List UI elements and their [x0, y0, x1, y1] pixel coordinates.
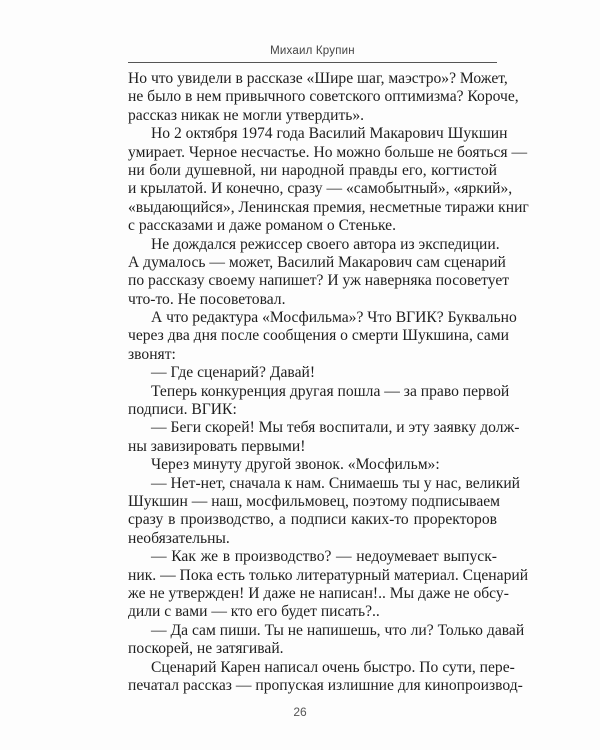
header-rule [128, 62, 497, 63]
text-line: через два дня после сообщения о смерти Шукшина, сами [128, 327, 510, 345]
text-line: — Где сценарий? Давай! [151, 364, 316, 382]
text-line: печатал рассказ — пропуская излишние для кинопроизвод- [128, 676, 523, 694]
text-line: необязательны. [128, 529, 230, 547]
text-line: же не утвержден! И даже не написан!.. Мы даже не обсу- [128, 584, 509, 602]
text-line: Не дождался режиссер своего автора из экспедиции. [151, 235, 500, 253]
text-line: А что редактура «Мосфильма»? Что ВГИК? Буквально [151, 309, 517, 327]
text-line: ны завизировать первыми! [128, 437, 306, 455]
paragraph [128, 419, 520, 456]
paragraph [128, 125, 529, 235]
text-line: Но 2 октября 1974 года Василий Макарович Шукшин [151, 125, 508, 143]
text-line: — Нет-нет, сначала к нам. Снимаешь ты у нас, великий [151, 474, 521, 492]
text-line: — Беги скорей! Мы тебя воспитали, и эту заявку долж- [151, 419, 520, 437]
paragraph [128, 235, 510, 310]
paragraph [128, 309, 517, 364]
text-line: ник. — Пока есть только литературный материал. Сценарий [128, 566, 529, 584]
paragraph [128, 382, 510, 420]
text-line: дили с вами — кто его будет писать?.. [128, 603, 380, 621]
paragraph [128, 456, 497, 474]
page-number: 26 [293, 705, 307, 719]
text-line: — Как же в производство? — недоумевает выпуск- [151, 548, 497, 566]
text-line: и крылатой. И конечно, сразу — «самобытный», «яркий», [128, 180, 513, 198]
text-line: Сценарий Карен написал очень быстро. По сути, пере- [151, 658, 515, 676]
text-line: поскорей, не затягивай. [128, 640, 284, 658]
text-line: — Да сам пиши. Ты не напишешь, что ли? Только давай [151, 621, 525, 639]
paragraph [128, 474, 521, 549]
text-line: «выдающийся», Ленинская премия, несметные тиражи книг [128, 198, 529, 216]
text-line: Шукшин — наш, мосфильмовец, поэтому подписываем [128, 492, 501, 510]
text-line: сразу в производство, а подписи каких-то проректоров [128, 511, 497, 529]
text-line: Теперь конкуренция другая пошла — за право первой [151, 382, 510, 400]
text-line: Но что увидели в рассказе «Шире шаг, маэстро»? Может, [128, 70, 508, 87]
text-line: рассказ никак не могли утвердить». [128, 106, 365, 124]
paragraph [128, 70, 519, 125]
paragraph [128, 658, 523, 696]
text-line: с рассказами и даже романом о Стеньке. [128, 217, 397, 235]
text-line: по рассказу своему напишет? И уж наверняка посоветует [128, 272, 510, 290]
text-line: А думалось — может, Василий Макарович сам сценарий [128, 253, 506, 271]
paragraph [128, 548, 529, 622]
paragraph [128, 621, 525, 659]
paragraph [128, 364, 497, 382]
page-body-text [128, 70, 529, 695]
text-line: Через минуту другой звонок. «Мосфильм»: [151, 456, 440, 474]
text-line: звонят: [128, 345, 176, 363]
text-line: умирает. Черное несчастье. Но можно больше не бояться — [128, 143, 528, 161]
text-line: ни боли душевной, ни народной правды его, когтистой [128, 161, 497, 179]
text-line: что-то. Не посоветовал. [128, 290, 286, 308]
text-line: не было в нем привычного советского оптимизма? Короче, [128, 88, 519, 106]
running-header: Михаил Крупин [270, 45, 355, 57]
text-line: подписи. ВГИК: [128, 401, 237, 419]
